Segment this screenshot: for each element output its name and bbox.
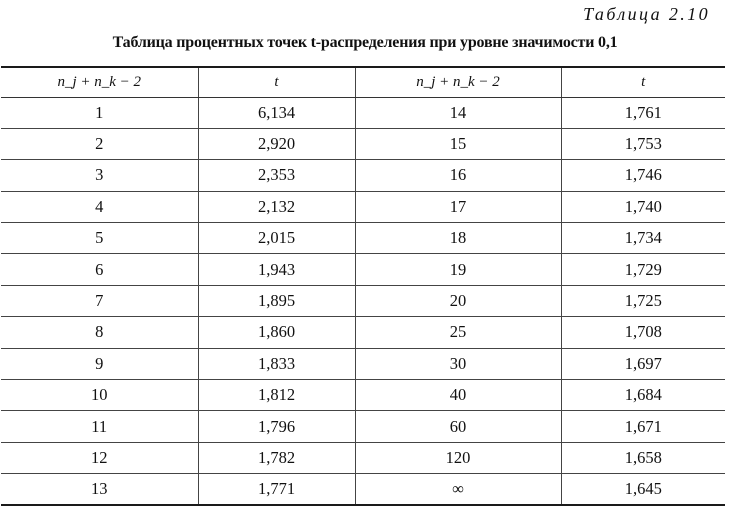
t-right-cell: 1,725 xyxy=(561,285,725,316)
t-right-cell: 1,740 xyxy=(561,191,725,222)
df-left-cell: 7 xyxy=(1,285,198,316)
t-right-cell: 1,671 xyxy=(561,411,725,442)
df-left-cell: 12 xyxy=(1,442,198,473)
table-row xyxy=(1,380,725,411)
table-row xyxy=(1,223,725,254)
df-left-cell: 2 xyxy=(1,128,198,159)
t-distribution-table xyxy=(1,66,725,506)
t-left-cell: 1,782 xyxy=(198,442,355,473)
table-title: Таблица процентных точек t-распределения при уровне значимости 0,1 xyxy=(112,34,618,51)
df-left-cell: 13 xyxy=(1,474,198,505)
header-degrees-of-freedom-right: n_j + n_k − 2 xyxy=(355,67,561,97)
t-left-cell: 2,920 xyxy=(198,128,355,159)
df-left-cell: 1 xyxy=(1,97,198,128)
df-right-cell: ∞ xyxy=(355,474,561,505)
df-right-cell: 17 xyxy=(355,191,561,222)
t-left-cell: 1,860 xyxy=(198,317,355,348)
t-left-cell: 1,796 xyxy=(198,411,355,442)
table-row xyxy=(1,411,725,442)
t-right-cell: 1,708 xyxy=(561,317,725,348)
t-left-cell: 1,895 xyxy=(198,285,355,316)
t-left-cell: 1,943 xyxy=(198,254,355,285)
df-left-cell: 9 xyxy=(1,348,198,379)
table-row xyxy=(1,317,725,348)
t-right-cell: 1,658 xyxy=(561,442,725,473)
df-right-cell: 120 xyxy=(355,442,561,473)
table-row xyxy=(1,348,725,379)
table-number: Таблица 2.10 xyxy=(583,4,710,24)
t-right-cell: 1,729 xyxy=(561,254,725,285)
t-left-cell: 2,015 xyxy=(198,223,355,254)
t-right-cell: 1,697 xyxy=(561,348,725,379)
t-left-cell: 1,833 xyxy=(198,348,355,379)
df-left-cell: 5 xyxy=(1,223,198,254)
t-left-cell: 1,771 xyxy=(198,474,355,505)
df-right-cell: 15 xyxy=(355,128,561,159)
df-right-cell: 60 xyxy=(355,411,561,442)
header-row xyxy=(1,67,725,97)
t-right-cell: 1,753 xyxy=(561,128,725,159)
df-left-cell: 4 xyxy=(1,191,198,222)
t-left-cell: 2,132 xyxy=(198,191,355,222)
header-t-left: t xyxy=(198,67,355,97)
df-right-cell: 19 xyxy=(355,254,561,285)
table-row xyxy=(1,474,725,505)
table-row xyxy=(1,442,725,473)
table-row xyxy=(1,254,725,285)
df-left-cell: 8 xyxy=(1,317,198,348)
t-left-cell: 1,812 xyxy=(198,380,355,411)
t-left-cell: 2,353 xyxy=(198,160,355,191)
table-row xyxy=(1,285,725,316)
header-t-right: t xyxy=(561,67,725,97)
t-right-cell: 1,684 xyxy=(561,380,725,411)
df-left-cell: 11 xyxy=(1,411,198,442)
df-right-cell: 18 xyxy=(355,223,561,254)
df-left-cell: 3 xyxy=(1,160,198,191)
df-right-cell: 14 xyxy=(355,97,561,128)
df-right-cell: 30 xyxy=(355,348,561,379)
table-row xyxy=(1,128,725,159)
df-right-cell: 16 xyxy=(355,160,561,191)
df-right-cell: 40 xyxy=(355,380,561,411)
df-left-cell: 6 xyxy=(1,254,198,285)
t-left-cell: 6,134 xyxy=(198,97,355,128)
table-row xyxy=(1,191,725,222)
t-right-cell: 1,645 xyxy=(561,474,725,505)
t-right-cell: 1,734 xyxy=(561,223,725,254)
table-row xyxy=(1,160,725,191)
df-left-cell: 10 xyxy=(1,380,198,411)
header-degrees-of-freedom-left: n_j + n_k − 2 xyxy=(1,67,198,97)
df-right-cell: 20 xyxy=(355,285,561,316)
df-right-cell: 25 xyxy=(355,317,561,348)
table-row xyxy=(1,97,725,128)
t-right-cell: 1,761 xyxy=(561,97,725,128)
t-right-cell: 1,746 xyxy=(561,160,725,191)
